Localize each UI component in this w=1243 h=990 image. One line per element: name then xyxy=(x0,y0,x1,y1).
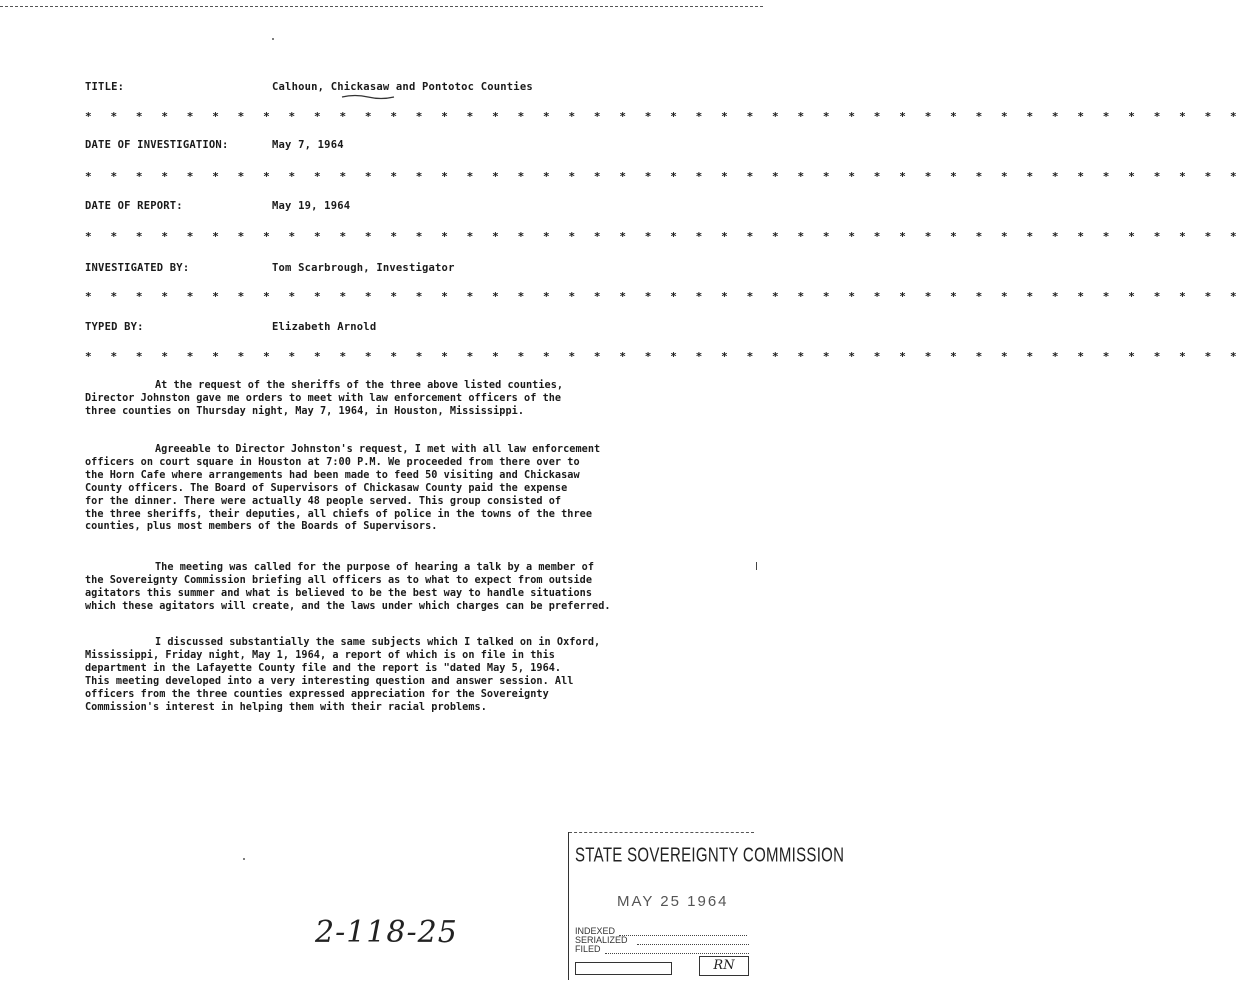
separator-2: * * * * * * * * * * * * * * * * * * * * * * * * * * * * * * * * * * * * * * * * * * * * * * xyxy=(85,170,1243,183)
separator-4: * * * * * * * * * * * * * * * * * * * * * * * * * * * * * * * * * * * * * * * * * * * * * * xyxy=(85,290,1243,303)
stamp-blank-box xyxy=(575,962,672,975)
top-border-line xyxy=(0,6,763,7)
text-line: I discussed substantially the same subjects which I talked on in Oxford, xyxy=(155,637,601,648)
text-line: agitators this summer and what is believed to be the best way to handle situations xyxy=(85,587,593,599)
margin-mark xyxy=(756,562,757,570)
title-value: Calhoun, Chickasaw and Pontotoc Counties xyxy=(272,81,533,93)
stamp-date: MAY 25 1964 xyxy=(617,893,729,910)
receipt-stamp xyxy=(568,832,845,980)
speck xyxy=(243,858,245,860)
text-line: for the dinner. There were actually 48 people served. This group consisted of xyxy=(85,495,562,507)
separator-1: * * * * * * * * * * * * * * * * * * * * * * * * * * * * * * * * * * * * * * * * * * * * * * xyxy=(85,110,1243,123)
text-line: Director Johnston gave me orders to meet with law enforcement officers of the xyxy=(85,392,562,404)
text-line: officers from the three counties expressed appreciation for the Sovereignty xyxy=(85,688,549,700)
stamp-initials: RN xyxy=(699,956,749,976)
title-label: TITLE: xyxy=(85,81,125,93)
text-line: the three sheriffs, their deputies, all chiefs of police in the towns of the three xyxy=(85,508,593,520)
stamp-dotted-line xyxy=(605,953,749,954)
text-line: The meeting was called for the purpose of hearing a talk by a member of xyxy=(155,562,595,573)
report-label: DATE OF REPORT: xyxy=(85,200,183,212)
stamp-dotted-line xyxy=(637,944,749,945)
paragraph-3 xyxy=(85,562,705,614)
text-line: Mississippi, Friday night, May 1, 1964, a report of which is on file in this xyxy=(85,649,555,661)
stamp-title: STATE SOVEREIGNTY COMMISSION xyxy=(575,844,845,867)
text-line: officers on court square in Houston at 7:00 P.M. We proceeded from there over to xyxy=(85,456,580,468)
text-line: Commission's interest in helping them with their racial problems. xyxy=(85,701,487,713)
text-line: At the request of the sheriffs of the three above listed counties, xyxy=(155,380,564,391)
report-value: May 19, 1964 xyxy=(272,200,351,212)
text-line: which these agitators will create, and the laws under which charges can be preferred. xyxy=(85,600,611,612)
paragraph-1 xyxy=(85,380,705,419)
paragraph-4 xyxy=(85,637,705,714)
text-line: department in the Lafayette County file and the report is "dated May 5, 1964. xyxy=(85,662,562,674)
separator-5: * * * * * * * * * * * * * * * * * * * * * * * * * * * * * * * * * * * * * * * * * * * * * * xyxy=(85,350,1243,363)
text-line: Agreeable to Director Johnston's request, I met with all law enforcement xyxy=(155,444,601,455)
typed-label: TYPED BY: xyxy=(85,321,144,333)
stamp-dotted-line xyxy=(619,935,747,936)
stamp-top-border xyxy=(569,832,754,837)
investigation-value: May 7, 1964 xyxy=(272,139,344,151)
paragraph-2 xyxy=(85,444,705,534)
typed-value: Elizabeth Arnold xyxy=(272,321,377,333)
stamp-serialized: SERIALIZED xyxy=(575,935,628,945)
text-line: This meeting developed into a very interesting question and answer session. All xyxy=(85,675,574,687)
text-line: counties, plus most members of the Boards of Supervisors. xyxy=(85,521,438,533)
stamp-filed: FILED xyxy=(575,944,601,954)
text-line: the Sovereignty Commission briefing all officers as to what to expect from outside xyxy=(85,574,593,586)
underline-mark xyxy=(342,94,394,100)
text-line: the Horn Cafe where arrangements had been made to feed 50 visiting and Chickasaw xyxy=(85,469,580,481)
investigator-value: Tom Scarbrough, Investigator xyxy=(272,262,455,274)
investigation-label: DATE OF INVESTIGATION: xyxy=(85,139,229,151)
stamp-indexed: INDEXED xyxy=(575,926,616,936)
speck xyxy=(272,38,274,40)
handwritten-file-number: 2-118-25 xyxy=(315,915,458,950)
text-line: County officers. The Board of Supervisors of Chickasaw County paid the expense xyxy=(85,482,568,494)
investigator-label: INVESTIGATED BY: xyxy=(85,262,190,274)
separator-3: * * * * * * * * * * * * * * * * * * * * * * * * * * * * * * * * * * * * * * * * * * * * * * xyxy=(85,230,1243,243)
text-line: three counties on Thursday night, May 7, 1964, in Houston, Mississippi. xyxy=(85,405,525,417)
